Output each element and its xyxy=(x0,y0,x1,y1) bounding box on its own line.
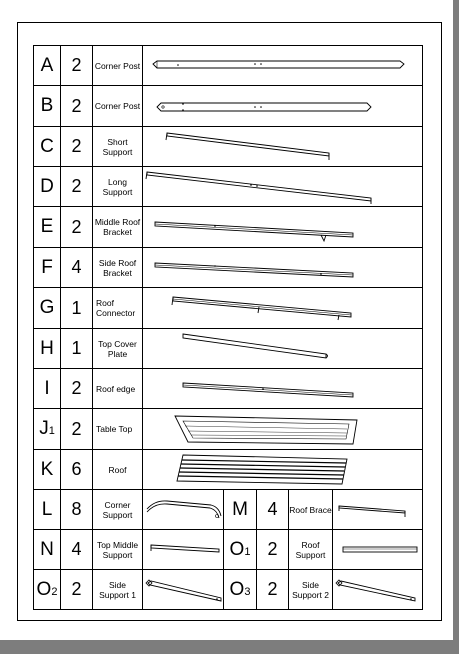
part-letter: G xyxy=(34,288,61,329)
part-quantity: 2 xyxy=(61,127,93,167)
part-name: Side Support 1 xyxy=(93,570,143,610)
part-quantity: 8 xyxy=(61,490,93,530)
part-quantity: 2 xyxy=(61,570,93,610)
part-name: Middle Roof Bracket xyxy=(93,207,143,248)
part-row-e xyxy=(34,207,423,248)
part-letter: F xyxy=(34,248,61,288)
part-row-j1 xyxy=(34,409,423,450)
part-row-f xyxy=(34,248,423,288)
part-row-b xyxy=(34,86,423,127)
part-letter: M xyxy=(224,490,257,530)
part-letter: B xyxy=(34,86,61,127)
part-row-h xyxy=(34,329,423,369)
side-support-1-drawing xyxy=(143,570,224,610)
part-quantity: 2 xyxy=(61,86,93,127)
part-name: Side Roof Bracket xyxy=(93,248,143,288)
part-letter: I xyxy=(34,369,61,409)
part-letter: D xyxy=(34,167,61,207)
part-name: Top Middle Support xyxy=(93,530,143,570)
part-quantity: 2 xyxy=(61,369,93,409)
part-letter-subscript: 1 xyxy=(48,425,55,437)
part-row-n-o1 xyxy=(34,530,423,570)
part-letter: O2 xyxy=(34,570,61,610)
part-name: Roof Brace xyxy=(289,490,333,530)
long-support-drawing xyxy=(143,167,423,207)
part-quantity: 2 xyxy=(61,167,93,207)
roof-support-drawing xyxy=(333,530,423,570)
part-name: Table Top xyxy=(93,409,143,450)
part-quantity: 2 xyxy=(61,46,93,86)
table-top-drawing xyxy=(143,409,423,450)
part-name: Roof xyxy=(93,450,143,490)
part-row-c xyxy=(34,127,423,167)
part-letter-subscript: 2 xyxy=(51,585,58,598)
corner-post-b-drawing xyxy=(143,86,423,127)
part-letter: E xyxy=(34,207,61,248)
part-name: Corner Post xyxy=(93,46,143,86)
part-quantity: 6 xyxy=(61,450,93,490)
part-name: Roof edge xyxy=(93,369,143,409)
part-row-l-m xyxy=(34,490,423,530)
part-letter: C xyxy=(34,127,61,167)
part-quantity: 1 xyxy=(61,329,93,369)
part-letter: O3 xyxy=(224,570,257,610)
part-row-d xyxy=(34,167,423,207)
corner-support-drawing xyxy=(143,490,224,530)
part-letter: K xyxy=(34,450,61,490)
part-letter: O1 xyxy=(224,530,257,570)
corner-post-a-drawing xyxy=(143,46,423,86)
part-quantity: 4 xyxy=(61,530,93,570)
part-name: Corner Support xyxy=(93,490,143,530)
part-quantity: 2 xyxy=(61,409,93,450)
part-name: Long Support xyxy=(93,167,143,207)
part-letter: J1 xyxy=(34,409,61,450)
part-letter: A xyxy=(34,46,61,86)
part-quantity: 2 xyxy=(257,530,289,570)
part-row-k xyxy=(34,450,423,490)
part-quantity: 2 xyxy=(61,207,93,248)
part-letter-subscript: 3 xyxy=(244,585,251,598)
part-name: Roof Connector xyxy=(93,288,143,329)
part-letter: H xyxy=(34,329,61,369)
part-letter: L xyxy=(34,490,61,530)
part-quantity: 2 xyxy=(257,570,289,610)
part-row-a xyxy=(34,46,423,86)
roof-panel-drawing xyxy=(143,450,423,490)
part-name: Roof Support xyxy=(289,530,333,570)
side-support-2-drawing xyxy=(333,570,423,610)
top-cover-plate-drawing xyxy=(143,329,423,369)
part-quantity: 4 xyxy=(61,248,93,288)
part-letter-subscript: 1 xyxy=(244,545,251,558)
roof-connector-drawing xyxy=(143,288,423,329)
top-middle-support-drawing xyxy=(143,530,224,570)
part-name: Side Support 2 xyxy=(289,570,333,610)
middle-roof-bracket-drawing xyxy=(143,207,423,248)
short-support-drawing xyxy=(143,127,423,167)
part-row-g xyxy=(34,288,423,329)
part-quantity: 1 xyxy=(61,288,93,329)
part-name: Corner Post xyxy=(93,86,143,127)
roof-edge-drawing xyxy=(143,369,423,409)
part-name: Top Cover Plate xyxy=(93,329,143,369)
part-row-i xyxy=(34,369,423,409)
part-letter: N xyxy=(34,530,61,570)
part-row-o2-o3 xyxy=(34,570,423,610)
part-name: Short Support xyxy=(93,127,143,167)
roof-brace-drawing xyxy=(333,490,423,530)
side-roof-bracket-drawing xyxy=(143,248,423,288)
part-quantity: 4 xyxy=(257,490,289,530)
parts-list-table xyxy=(33,45,423,610)
